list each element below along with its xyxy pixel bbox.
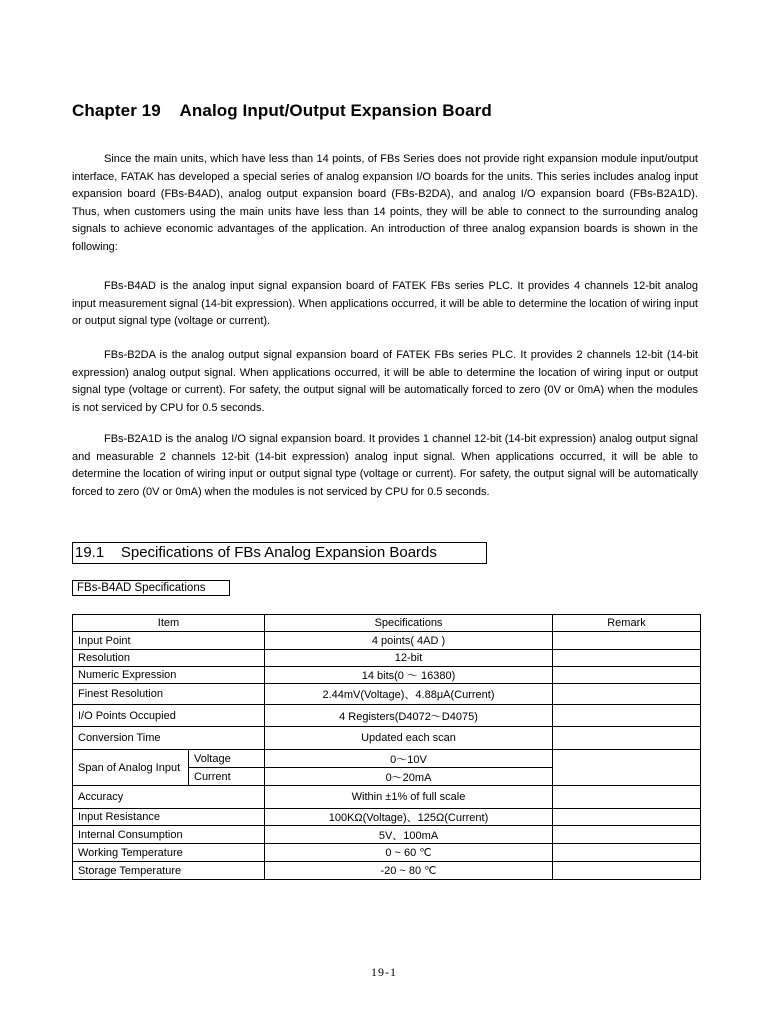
row-item: Resolution	[73, 650, 265, 667]
subsection-heading: FBs-B4AD Specifications	[72, 580, 230, 596]
b2da-paragraph: FBs-B2DA is the analog output signal expansion board of FATEK FBs series PLC. It provides 2 channels 12-bit (14-bit expression) analog output signal. When applications occurred, it will be able to determine the location of wiring input or output signal type (voltage or current). For safety, the output signal will be automatically forced to zero (0V or 0mA) when the modules is not serviced by CPU for 0.5 seconds.	[72, 349, 698, 414]
row-item: Input Resistance	[73, 809, 265, 826]
row-item: Conversion Time	[73, 727, 265, 750]
b2a1d-paragraph: FBs-B2A1D is the analog I/O signal expansion board. It provides 1 channel 12-bit (14-bit expression) analog output signal and measurable 2 channels 12-bit (14-bit expression) analog input signal. When applications occurred, it will be able to determine the location of wiring input or output signal type (voltage or current). For safety, the output signal will be automatically forced to zero (0V or 0mA) when the modules is not serviced by CPU for 0.5 seconds.	[72, 433, 698, 498]
row-spec: 0 ~ 60 ℃	[265, 844, 553, 862]
row-item: Working Temperature	[73, 844, 265, 862]
row-spec: Within ±1% of full scale	[265, 786, 553, 809]
table-row	[73, 750, 701, 768]
row-remark	[553, 826, 701, 844]
row-item: Finest Resolution	[73, 684, 265, 705]
row-item: Span of Analog Input	[73, 750, 189, 786]
row-subitem: Current	[189, 768, 265, 786]
table-row	[73, 844, 701, 862]
table-row	[73, 862, 701, 880]
table-header-row	[73, 615, 701, 632]
table-row	[73, 809, 701, 826]
row-spec: 14 bits(0 ～ 16380)	[265, 667, 553, 684]
table-row	[73, 786, 701, 809]
table-row	[73, 684, 701, 705]
row-spec: 0～10V	[265, 750, 553, 768]
row-remark	[553, 705, 701, 727]
row-remark	[553, 844, 701, 862]
row-spec: 4 Registers(D4072～D4075)	[265, 705, 553, 727]
b4ad-paragraph: FBs-B4AD is the analog input signal expansion board of FATEK FBs series PLC. It provides 4 channels 12-bit analog input measurement signal (14-bit expression). When applications occurred, it will be able to determine the location of wiring input or output signal type (voltage or current).	[72, 280, 698, 328]
header-item: Item	[73, 615, 265, 632]
table-row	[73, 705, 701, 727]
row-item: Internal Consumption	[73, 826, 265, 844]
row-remark	[553, 650, 701, 667]
header-spec: Specifications	[265, 615, 553, 632]
row-spec: 5V、100mA	[265, 826, 553, 844]
table-row	[73, 667, 701, 684]
row-item: Numeric Expression	[73, 667, 265, 684]
row-item: I/O Points Occupied	[73, 705, 265, 727]
row-remark	[553, 684, 701, 705]
row-subitem: Voltage	[189, 750, 265, 768]
row-spec: 4 points( 4AD )	[265, 632, 553, 650]
section-heading: 19.1 Specifications of FBs Analog Expansion Boards	[72, 542, 487, 564]
table-row	[73, 727, 701, 750]
row-remark	[553, 809, 701, 826]
row-spec: 12-bit	[265, 650, 553, 667]
row-remark	[553, 786, 701, 809]
row-remark	[553, 862, 701, 880]
intro-paragraph: Since the main units, which have less than 14 points, of FBs Series does not provide right expansion module input/output interface, FATAK has developed a special series of analog expansion I/O boards for the units. This series includes analog input expansion board (FBs-B4AD), analog output expansion board (FBs-B2DA), and analog I/O expansion board (FBs-B2A1D). Thus, when customers using the main units have less than 14 points, they will be able to connect to the surrounding analog signals to achieve economic advantages of the application. An introduction of three analog expansion boards is shown in the following:	[72, 153, 698, 253]
row-item: Accuracy	[73, 786, 265, 809]
spec-table	[72, 614, 701, 880]
row-remark	[553, 727, 701, 750]
row-remark	[553, 632, 701, 650]
row-spec: 0～20mA	[265, 768, 553, 786]
row-item: Input Point	[73, 632, 265, 650]
row-spec: 2.44mV(Voltage)、4.88μA(Current)	[265, 684, 553, 705]
row-item: Storage Temperature	[73, 862, 265, 880]
page-title: Chapter 19 Analog Input/Output Expansion Board	[72, 101, 492, 120]
table-row	[73, 826, 701, 844]
row-spec: Updated each scan	[265, 727, 553, 750]
row-remark	[553, 750, 701, 786]
table-row	[73, 650, 701, 667]
row-spec: 100KΩ(Voltage)、125Ω(Current)	[265, 809, 553, 826]
page-number: 19-1	[371, 965, 397, 979]
header-remark: Remark	[553, 615, 701, 632]
table-row	[73, 632, 701, 650]
row-remark	[553, 667, 701, 684]
row-spec: -20 ~ 80 ℃	[265, 862, 553, 880]
